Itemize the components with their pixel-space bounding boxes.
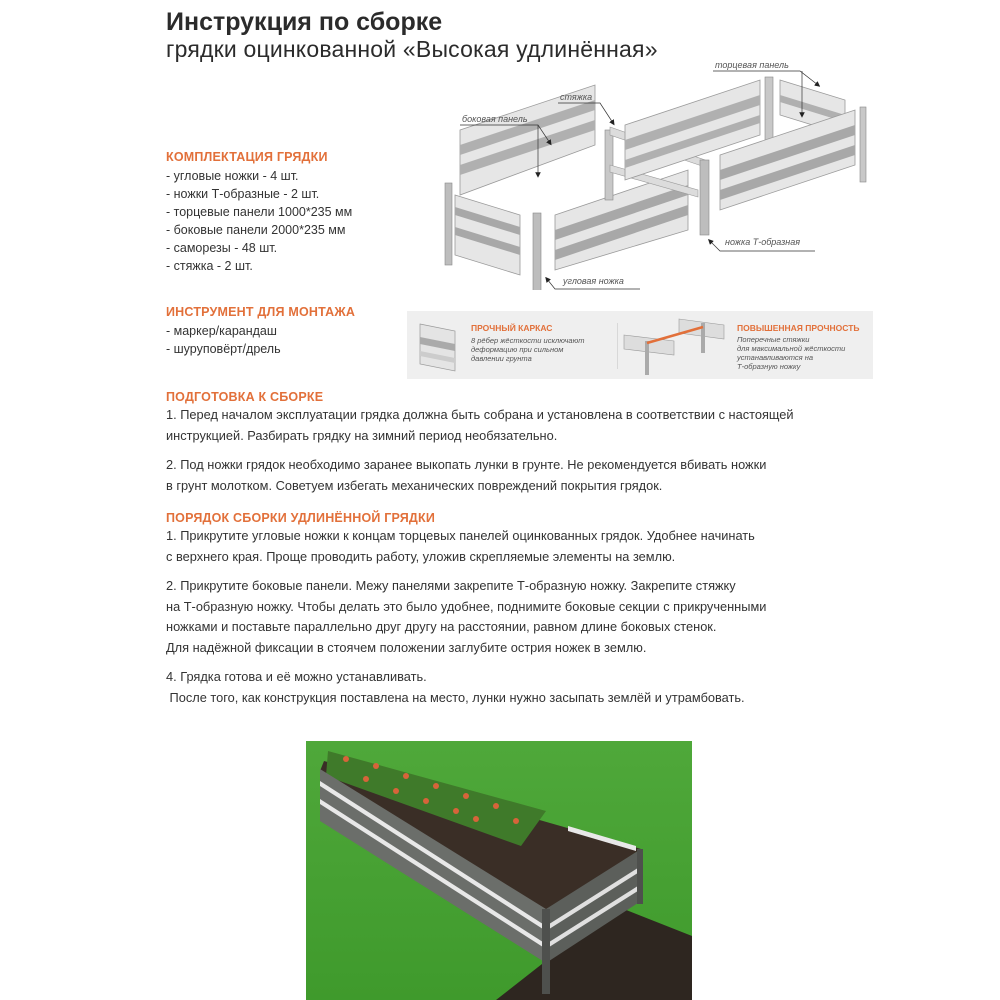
text-line: с верхнего края. Проще проводить работу, уложив скрепляемые элементы на землю.	[166, 548, 676, 564]
tools-heading: ИНСТРУМЕНТ ДЛЯ МОНТАЖА	[166, 305, 356, 319]
kit-item: - ножки Т-образные - 2 шт.	[166, 187, 320, 201]
kit-list	[166, 167, 352, 275]
text-line: 2. Под ножки грядок необходимо заранее выкопать лунки в грунте. Не рекомендуется вбивать ножки	[166, 457, 767, 472]
kit-item: - торцевые панели 1000*235 мм	[166, 205, 353, 219]
features-inset	[407, 311, 873, 379]
corner-leg	[860, 107, 866, 182]
feature-line: устанавливаются на	[737, 353, 814, 362]
preparation-heading: ПОДГОТОВКА К СБОРКЕ	[166, 390, 324, 404]
paragraph	[166, 667, 766, 708]
assembly-text	[166, 526, 766, 717]
garden-bed-photo	[306, 741, 692, 1000]
text-line: 2. Прикрутите боковые панели. Межу панелями закрепите Т-образную ножку. Закрепите стяжку	[166, 578, 736, 593]
corner-leg	[765, 77, 773, 142]
feature-line: деформацию при сильном	[471, 345, 564, 354]
paragraph	[166, 576, 766, 658]
label-tie: стяжка	[560, 92, 593, 102]
t-leg	[605, 130, 613, 200]
feature-text	[471, 336, 584, 363]
text-line: Для надёжной фиксации в стоячем положении заглубите острия ножек в землю.	[166, 639, 647, 655]
paragraph	[166, 405, 794, 446]
tools-item: - шуруповёрт/дрель	[166, 342, 281, 356]
label-t-leg: ножка Т-образная	[725, 237, 801, 247]
text-line: в грунт молотком. Советуем избегать механических повреждений покрытия грядок.	[166, 477, 663, 493]
paragraph	[166, 455, 794, 496]
feature-title: ПРОЧНЫЙ КАРКАС	[471, 323, 553, 333]
tools-list	[166, 322, 281, 358]
text-line: 1. Перед началом эксплуатации грядка должна быть собрана и установлена в соответствии с настоящей	[166, 407, 794, 422]
t-leg	[700, 160, 709, 235]
paragraph	[166, 526, 766, 567]
feature-line: Т-образную ножку	[737, 362, 801, 371]
text-line: 4. Грядка готова и её можно устанавливать.	[166, 669, 427, 684]
tie-frame-icon	[619, 313, 729, 377]
feature-text	[737, 335, 845, 371]
tools-item: - маркер/карандаш	[166, 324, 277, 338]
assembly-heading: ПОРЯДОК СБОРКИ УДЛИНЁННОЙ ГРЯДКИ	[166, 511, 436, 525]
feature-line: давлении грунта	[471, 354, 532, 363]
text-line: 1. Прикрутите угловые ножки к концам торцевых панелей оцинкованных грядок. Удобнее начинать	[166, 528, 755, 543]
text-line: После того, как конструкция поставлена на место, лунки нужно засыпать землёй и утрамбовать.	[166, 689, 745, 705]
label-corner-leg: угловая ножка	[563, 276, 624, 286]
text-line: инструкцией. Разбирать грядку на зимний период необязательно.	[166, 427, 558, 443]
inset-divider	[617, 323, 618, 369]
corner-leg	[445, 183, 452, 265]
assembly-diagram	[430, 55, 870, 290]
feature-line: для максимальной жёсткости	[737, 344, 846, 353]
feature-line: Поперечные стяжки	[737, 335, 810, 344]
preparation-text	[166, 405, 794, 505]
document-title: Инструкция по сборке	[166, 8, 443, 36]
document-subtitle: грядки оцинкованной «Высокая удлинённая»	[166, 36, 658, 62]
kit-item: - саморезы - 48 шт.	[166, 241, 278, 255]
label-end-panel: торцевая панель	[715, 60, 789, 70]
text-line: на Т-образную ножку. Чтобы делать это было удобнее, поднимите боковые секции с прикрученными	[166, 598, 767, 614]
kit-item: - боковые панели 2000*235 мм	[166, 223, 346, 237]
label-side-panel: боковая панель	[462, 114, 528, 124]
kit-item: - стяжка - 2 шт.	[166, 259, 253, 273]
text-line: ножками и поставьте параллельно друг другу на расстоянии, равном длине боковых стенок.	[166, 619, 717, 634]
panel-profile-icon	[415, 319, 460, 374]
kit-item: - угловые ножки - 4 шт.	[166, 169, 299, 183]
end-panel-left	[455, 195, 520, 275]
kit-heading: КОМПЛЕКТАЦИЯ ГРЯДКИ	[166, 150, 328, 164]
feature-title: ПОВЫШЕННАЯ ПРОЧНОСТЬ	[737, 323, 860, 333]
corner-leg	[533, 213, 541, 290]
feature-line: 8 рёбер жёсткости исключают	[471, 336, 585, 345]
